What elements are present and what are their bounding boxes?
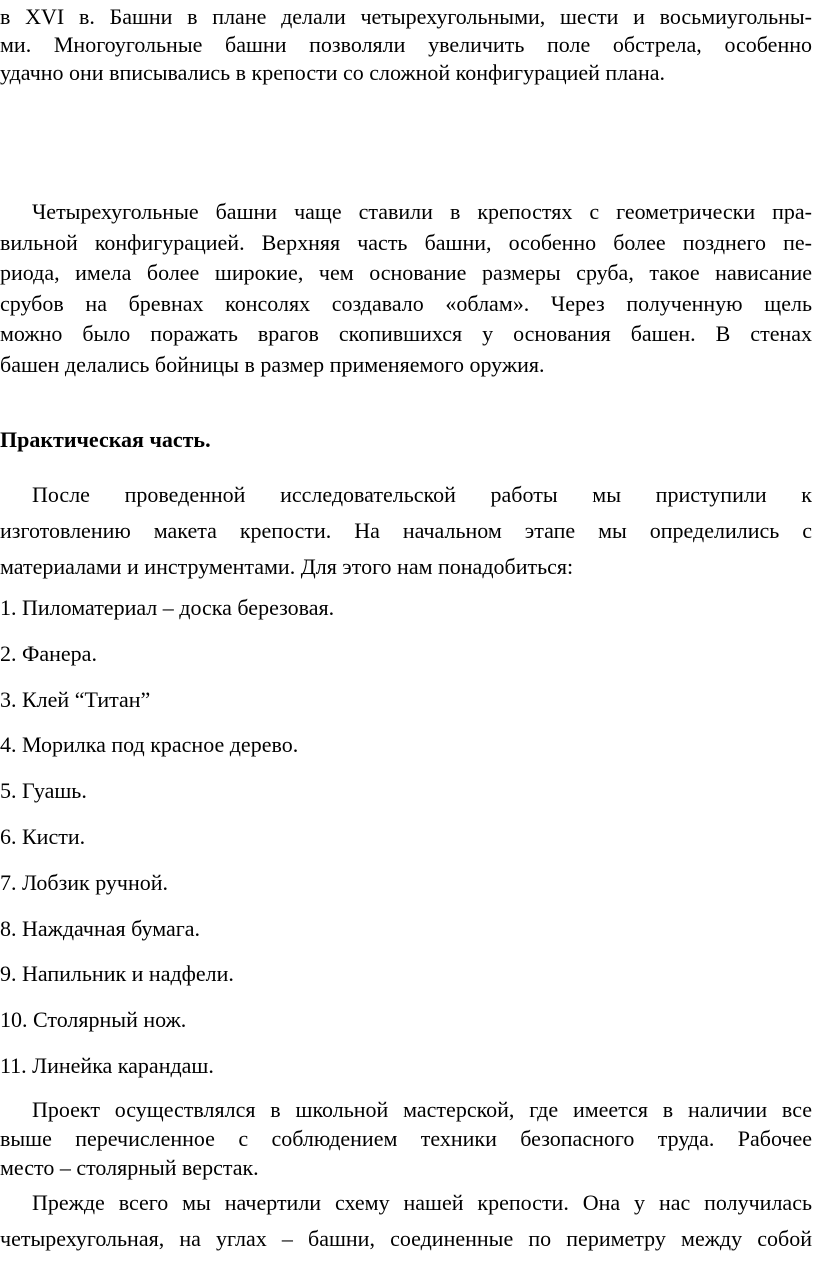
text-line: ми. Многоугольные башни позволяли увеличить поле обстрела, особенно [0, 32, 812, 57]
text-line: удачно они вписывались в крепости со сложной конфигурацией плана. [0, 60, 665, 85]
text-line: в XVI в. Башни в плане делали четырехугольными, шести и восьмиугольны- [0, 4, 812, 29]
list-item: 4. Морилка под красное дерево. [0, 732, 299, 758]
text-line: можно было поражать врагов скопившихся у основания башен. В стенах [0, 321, 812, 346]
list-item: 7. Лобзик ручной. [0, 869, 169, 895]
text-line: вильной конфигурацией. Верхняя часть башни, особенно более позднего пе- [0, 229, 812, 255]
text-line: место – столярный верстак. [0, 1155, 259, 1180]
text-line: изготовлению макета крепости. На начальном этапе мы определились с [0, 518, 812, 543]
paragraph-quadrangular-towers [0, 197, 812, 380]
text-line: четырехугольная, на углах – башни, соединенные по периметру между собой [0, 1226, 812, 1251]
list-item: 2. Фанера. [0, 640, 97, 666]
paragraph-fortress-scheme [0, 1185, 812, 1257]
list-item: 8. Наждачная бумага. [0, 915, 201, 941]
materials-list [0, 588, 812, 1092]
text-line: Прежде всего мы начертили схему нашей крепости. Она у нас получилась [32, 1190, 812, 1215]
text-line: срубов на бревнах консолях создавало «облам». Через полученную щель [0, 290, 812, 316]
section-heading: Практическая часть. [0, 427, 211, 452]
text-line: Проект осуществлялся в школьной мастерской, где имеется в наличии все [32, 1097, 812, 1122]
text-line: башен делались бойницы в размер применяемого оружия. [0, 351, 545, 377]
list-item: 9. Напильник и надфели. [0, 961, 234, 987]
text-line: После проведенной исследовательской работы мы приступили к [32, 482, 812, 507]
list-item: 1. Пиломатериал – доска березовая. [0, 595, 335, 620]
list-item: 3. Клей “Титан” [0, 686, 151, 712]
list-item: 11. Линейка карандаш. [0, 1052, 214, 1078]
paragraph-towers-shape [0, 3, 812, 87]
text-line: материалами и инструментами. Для этого нам понадобиться: [0, 554, 574, 579]
text-line: выше перечисленное с соблюдением техники безопасного труда. Рабочее [0, 1126, 812, 1151]
text-line: риода, имела более широкие, чем основание размеры сруба, такое нависание [0, 260, 812, 285]
list-item: 5. Гуашь. [0, 778, 87, 804]
list-item: 6. Кисти. [0, 823, 86, 849]
paragraph-workshop [0, 1095, 812, 1182]
text-line: Четырехугольные башни чаще ставили в крепостях с геометрически пра- [32, 199, 812, 224]
list-item: 10. Столярный нож. [0, 1007, 187, 1033]
paragraph-practical-intro [0, 477, 812, 585]
